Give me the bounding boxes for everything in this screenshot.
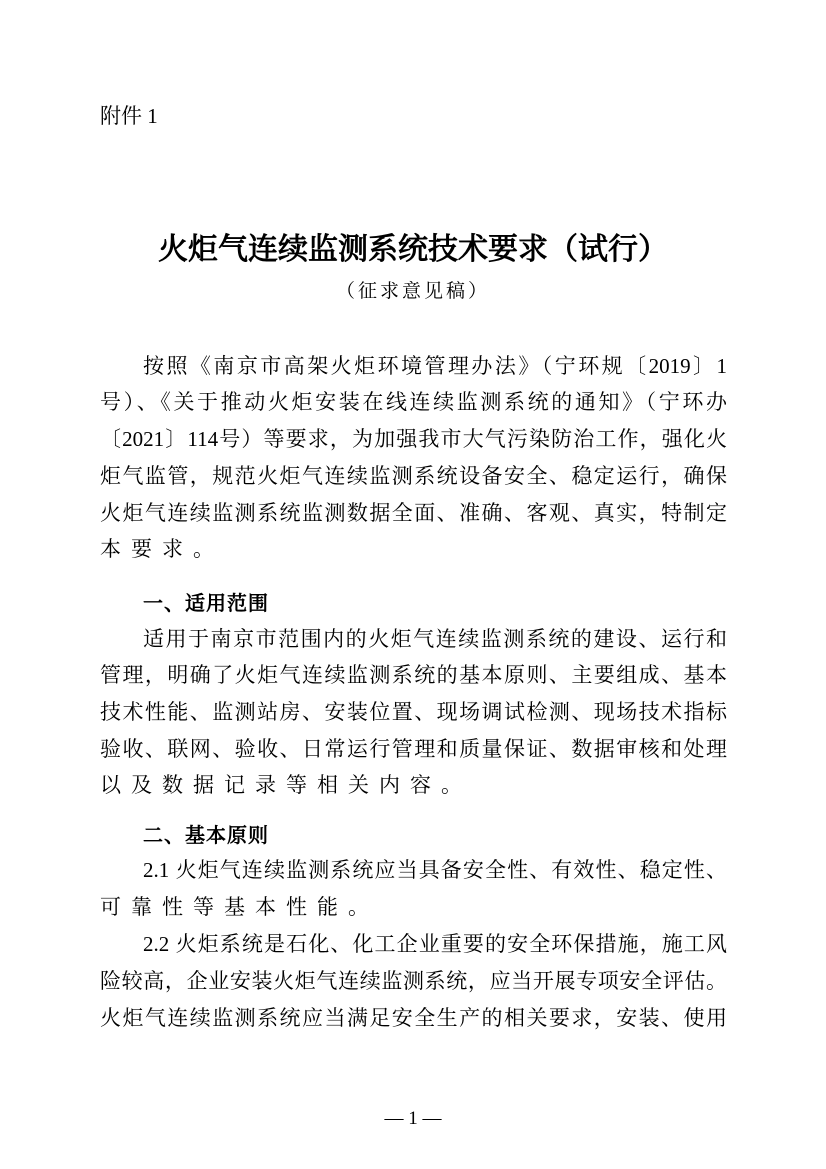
paragraph-line: 〔2021〕114号）等要求，为加强我市大气污染防治工作，强化火: [100, 427, 727, 451]
paragraph-line: 火炬气连续监测系统应当满足安全生产的相关要求，安装、使用: [100, 1006, 727, 1030]
paragraph-line: 技术性能、监测站房、安装位置、现场调试检测、现场技术指标: [100, 700, 727, 724]
paragraph-line: 险较高，企业安装火炬气连续监测系统，应当开展专项安全评估。: [100, 969, 727, 993]
paragraph-line: 按照《南京市高架火炬环境管理办法》（宁环规〔2019〕1: [143, 354, 727, 378]
document-title: 火炬气连续监测系统技术要求（试行）: [158, 232, 668, 267]
document-subtitle: （征求意见稿）: [335, 281, 490, 302]
section-heading: 二、基本原则: [143, 823, 269, 847]
paragraph-line: 2.2 火炬系统是石化、化工企业重要的安全环保措施，施工风: [143, 932, 727, 956]
paragraph-line: 2.1 火炬气连续监测系统应当具备安全性、有效性、稳定性、: [143, 858, 727, 882]
paragraph-line: 以及数据记录等相关内容。: [100, 773, 472, 797]
paragraph-line: 适用于南京市范围内的火炬气连续监测系统的建设、运行和: [143, 627, 727, 651]
page-number: — 1 —: [384, 1108, 442, 1129]
section-heading: 一、适用范围: [143, 591, 269, 615]
paragraph-line: 可靠性等基本性能。: [100, 895, 379, 919]
attachment-label: 附件 1: [100, 104, 158, 128]
paragraph-line: 本要求。: [100, 537, 224, 561]
paragraph-line: 炬气监管，规范火炬气连续监测系统设备安全、稳定运行，确保: [100, 464, 727, 488]
paragraph-line: 号）、《关于推动火炬安装在线连续监测系统的通知》（宁环办: [100, 390, 727, 414]
paragraph-line: 验收、联网、验收、日常运行管理和质量保证、数据审核和处理: [100, 737, 727, 761]
paragraph-line: 管理，明确了火炬气连续监测系统的基本原则、主要组成、基本: [100, 663, 727, 687]
paragraph-line: 火炬气连续监测系统监测数据全面、准确、客观、真实，特制定: [100, 501, 727, 525]
